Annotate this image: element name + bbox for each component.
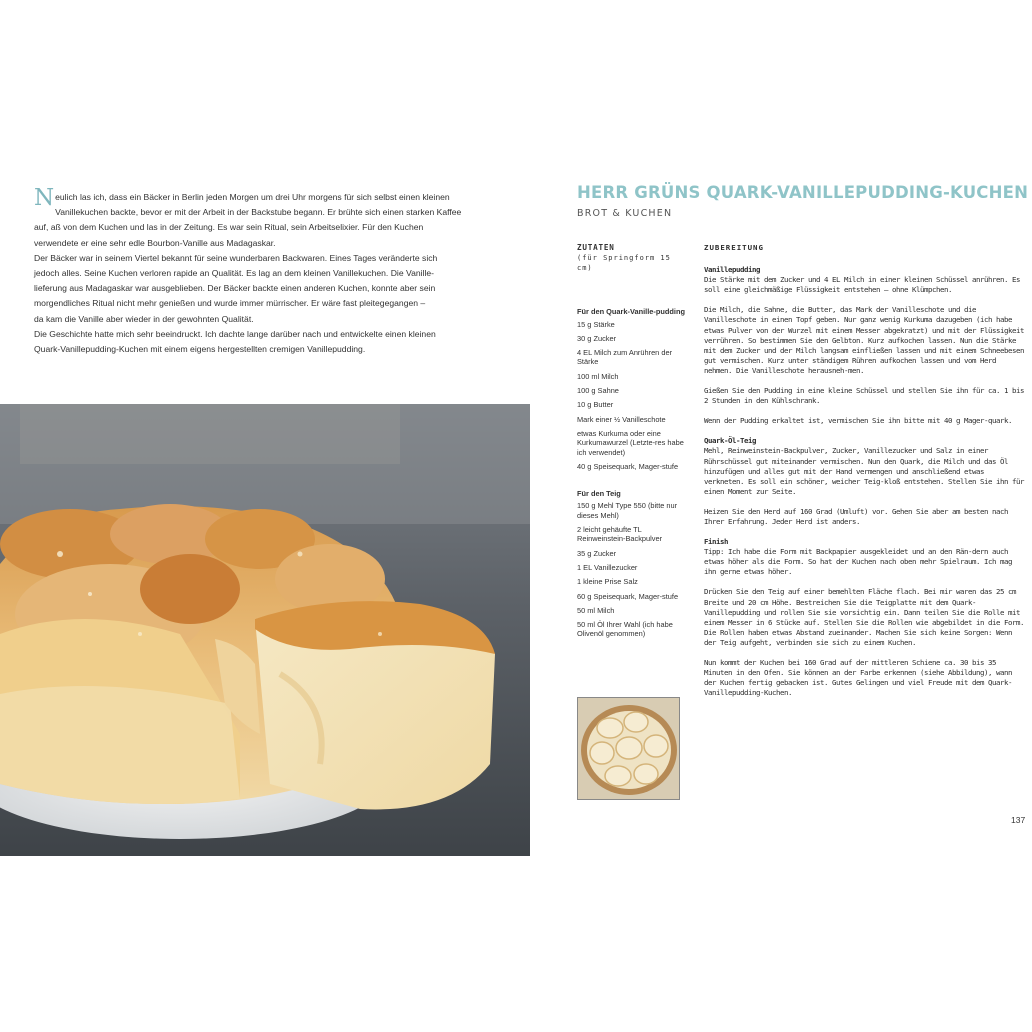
ingredient-item: etwas Kurkuma oder eine Kurkumawurzel (Letzte-res habe ich verwendet) [577,428,684,457]
ingredient-item: 100 g Sahne [577,386,619,396]
ingredient-item: 60 g Speisequark, Mager-stufe [577,591,679,601]
intro-paragraph [34,185,492,357]
ingredients-subheading: (für Springform 15 cm) [577,254,671,273]
intro-line: morgendliches Ritual nicht mehr genießen und wurde immer mürrischer. Er wäre fast pleitegegangen – [34,298,426,309]
cake-photo [0,404,530,856]
intro-line: Vanillekuchen backte, bevor er mit der Arbeit in der Backstube begann. Er brühte sich einen starken Kaffee [55,207,462,218]
ingredients-column [577,243,687,644]
preparation-paragraph: Die Stärke mit dem Zucker und 4 EL Milch in einer kleinen Schüssel anrühren. Es soll eine gleichmäßige Flüssigkeit entstehen – ohne Klümpchen. [704,275,1020,295]
intro-line: jedoch alles. Seine Kuchen verloren rapide an Qualität. Es lag an dem kleinen Vanillekuchen. Die Vanille- [34,268,435,279]
intro-line: auf, aß von dem Kuchen und las in der Zeitung. Es war sein Ritual, sein Arbeitselixier. Für den Kuchen [34,222,424,233]
ingredient-item: 1 EL Vanillezucker [577,562,638,572]
preparation-paragraph: Gießen Sie den Pudding in eine kleine Schüssel und stellen Sie ihn für ca. 1 bis 2 Stunden in den Kühlschrank. [704,386,1024,406]
ingredient-item: 100 ml Milch [577,371,619,381]
preparation-paragraph: Mehl, Reinweinstein-Backpulver, Zucker, Vanillezucker und Salz in einer Rührschüssel gut miteinander vermischen. Nun den Quark, die Milch und das Öl hinzufügen und alles gut mit der Hand vermengen und anschließend etwas verkneten. Es soll ein schöner, weicher Teig-kloß entstehen. Stellen Sie ihn für einen Moment zur Seite. [704,446,1024,496]
ingredient-item: Mark einer ½ Vanilleschote [577,414,666,424]
ingredient-item: 15 g Stärke [577,319,615,329]
preparation-paragraph: Wenn der Pudding erkaltet ist, vermischen Sie ihn bitte mit 40 g Mager-quark. [704,416,1012,426]
preparation-paragraph: Die Milch, die Sahne, die Butter, das Mark der Vanilleschote und die Vanilleschote in einen Topf geben. Nur ganz wenig Kurkuma dazugeben (ich habe etwas Pulver von der Wurzel mit einem Messer abgekratzt) und mit der Flüssigkeit verrühren. So bestimmen Sie den Gelbton. Kurz aufkochen lassen. Nun die Stärke mit dem Zucker und der Milch langsam einfließen lassen und mit einem Schneebesen gut vermischen. Kurz unter ständigem Rühren aufkochen lassen und vom Herd nehmen. Die Vanilleschote herausneh-men. [704,305,1024,375]
ingredient-group-title: Für den Quark-Vanille-pudding [577,307,685,317]
ingredient-item: 50 ml Milch [577,605,615,615]
ingredient-group-title: Für den Teig [577,489,621,499]
ingredient-item: 50 ml Öl Ihrer Wahl (ich habe Olivenöl genommen) [577,620,673,639]
preparation-paragraph: Drücken Sie den Teig auf einer bemehlten Fläche flach. Bei mir waren das 25 cm Breite und 20 cm Höhe. Bestreichen Sie die Teigplatte mit dem Quark-Vanillepudding und rollen Sie sie vorsichtig ein. Dann teilen Sie die Rolle mit einem Messer in 6 Stücke auf. Stellen Sie die Rollen wie abgebildet in die Form. Die Rollen haben etwas Abstand zueinander. Machen Sie sich keine Sorgen: Wenn der Teig aufgeht, verbinden sie sich zu einem Kuchen. [704,587,1024,647]
preparation-paragraph: Nun kommt der Kuchen bei 160 Grad auf der mittleren Schiene ca. 30 bis 35 Minuten in den Ofen. Sie können an der Farbe erkennen (siehe Abbildung), wann der Kuchen fertig gebacken ist. Gutes Gelingen und viel Freude mit dem Quark-Vanillepudding-Kuchen. [704,658,1012,698]
ingredient-item: 40 g Speisequark, Mager-stufe [577,461,679,471]
ingredient-item: 150 g Mehl Type 550 (bitte nur dieses Mehl) [577,501,678,520]
ingredient-item: 10 g Butter [577,400,614,410]
ingredients-heading: ZUTATEN [577,243,615,252]
intro-line: da kam die Vanille aber wieder in der gewohnten Qualität. [34,313,254,324]
preparation-subheading: Vanillepudding [704,265,760,275]
ingredient-list-dough [577,501,687,638]
intro-line: Der Bäcker war in seinem Viertel bekannt für seine wunderbaren Backwaren. Eines Tages veränderte sich [34,252,438,263]
intro-line: lieferung aus Madagaskar war ausgeblieben. Der Bäcker backte einen anderen Kuchen, konnte aber sein [34,283,436,294]
dropcap-letter: N [34,185,55,211]
ingredient-item: 1 kleine Prise Salz [577,577,638,587]
preparation-steps [704,265,1026,698]
preparation-column [704,243,1026,708]
ingredient-item: 2 leicht gehäufte TL Reinweinstein-Backpulver [577,525,663,544]
ingredient-item: 30 g Zucker [577,333,617,343]
rolls-in-pan-photo [577,697,680,800]
intro-line: eulich las ich, dass ein Bäcker in Berlin jeden Morgen um drei Uhr morgens für sich selbst einen kleinen [55,192,450,202]
intro-line: verwendete er eine sehr edle Bourbon-Vanille aus Madagaskar. [34,237,276,248]
ingredient-list-pudding [577,320,687,472]
intro-line: Die Geschichte hatte mich sehr beeindruckt. Ich dachte lange darüber nach und entwickelte einen kleinen [34,328,436,339]
intro-line: Quark-Vanillepudding-Kuchen mit einem eigens hergestellten cremigen Vanillepudding. [34,344,366,355]
recipe-title: HERR GRÜNS QUARK-VANILLEPUDDING-KUCHEN [577,183,1029,202]
intro-text [34,185,492,357]
preparation-heading: ZUBEREITUNG [704,243,764,252]
preparation-subheading: Quark-Öl-Teig [704,436,756,446]
ingredient-item: 35 g Zucker [577,548,617,558]
recipe-category: BROT & KUCHEN [577,208,673,219]
preparation-paragraph: Tipp: Ich habe die Form mit Backpapier ausgekleidet und an den Rän-dern auch etwas höher als die Form. So hat der Kuchen nach oben mehr Spielraum. Ich mag ihn gerne etwas höher. [704,547,1012,577]
preparation-subheading: Finish [704,537,728,547]
ingredient-item: 4 EL Milch zum Anrühren der Stärke [577,348,673,367]
page-number: 137 [1011,815,1026,825]
preparation-paragraph: Heizen Sie den Herd auf 160 Grad (Umluft) vor. Gehen Sie aber am besten nach Ihrer Erfahrung. Jeder Herd ist anders. [704,506,1008,526]
